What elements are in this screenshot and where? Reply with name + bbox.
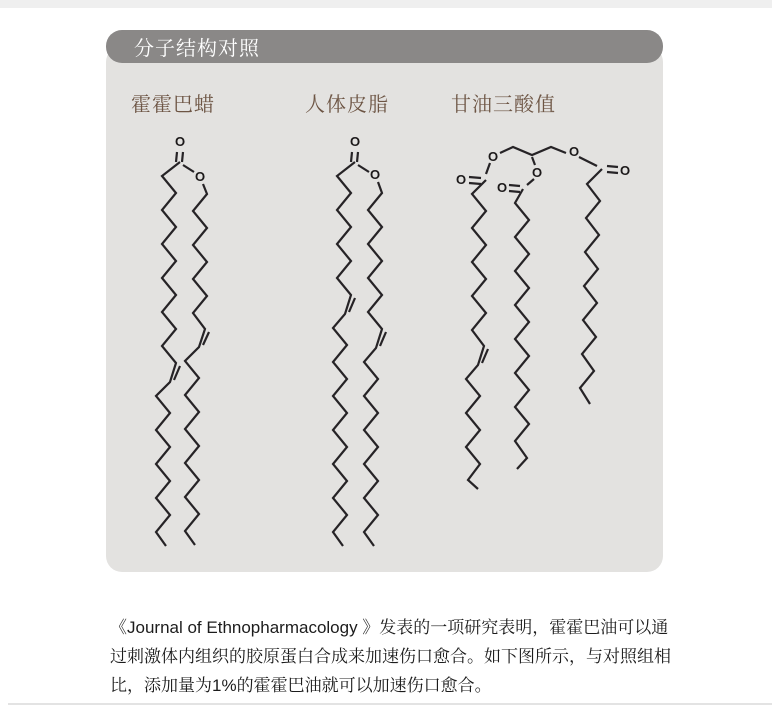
carbonyl-double-bond (509, 191, 520, 192)
oxygen-atom-label: O (619, 163, 631, 178)
label-triglyceride: 甘油三酸值 (451, 94, 556, 116)
oxygen-atom-label: O (194, 169, 206, 184)
carbonyl-double-bond (607, 166, 618, 167)
carbonyl-double-bond (469, 177, 481, 178)
oxygen-atom-label: O (531, 165, 543, 180)
carbonyl-double-bond (351, 152, 352, 162)
ester-bond (486, 163, 490, 174)
molecule-triglyceride (456, 144, 630, 489)
molecule-jojoba-wax (156, 134, 209, 546)
label-jojoba-wax: 霍霍巴蜡 (131, 94, 215, 116)
oxygen-atom-label: O (455, 172, 467, 187)
carbon-chain (515, 189, 529, 469)
oxygen-atom-label: O (496, 180, 508, 195)
ester-bond (358, 165, 369, 172)
oxygen-atom-label: O (487, 149, 499, 164)
ester-bond (527, 179, 534, 185)
carbon-chain (466, 180, 486, 489)
oxygen-atom-label: O (174, 134, 186, 149)
carbon-chain (185, 184, 207, 545)
oxygen-atom-label: O (349, 134, 361, 149)
molecule-human-sebum (333, 134, 386, 546)
carbon-chain (364, 182, 382, 546)
carbon-chain (156, 162, 180, 546)
paragraph-line: 《Journal of Ethnopharmacology 》发表的一项研究表明，霍霍巴油可以通 (110, 618, 669, 637)
diagram-header-bar (106, 30, 663, 63)
carbonyl-double-bond (509, 185, 520, 186)
diagram-title: 分子结构对照 (134, 38, 260, 60)
oxygen-atom-label: O (369, 167, 381, 182)
ester-bond (532, 157, 535, 165)
top-edge-strip (0, 0, 772, 8)
article-paragraph (110, 613, 716, 700)
carbon-chain (580, 169, 602, 404)
carbonyl-double-bond (176, 152, 177, 162)
label-human-sebum: 人体皮脂 (305, 94, 389, 116)
molecular-structure-diagram (108, 62, 663, 572)
ester-bond (579, 157, 597, 166)
oxygen-atom-label: O (568, 144, 580, 159)
carbon-chain (333, 162, 355, 546)
carbonyl-double-bond (607, 172, 618, 173)
carbonyl-double-bond (182, 152, 183, 162)
glycerol-backbone (500, 147, 566, 155)
paragraph-line: 比，添加量为1%的霍霍巴油就可以加速伤口愈合。 (110, 676, 492, 695)
carbonyl-double-bond (357, 152, 358, 162)
ester-bond (183, 165, 194, 172)
paragraph-line: 过刺激体内组织的胶原蛋白合成来加速伤口愈合。如下图所示，与对照组相 (110, 647, 671, 666)
carbonyl-double-bond (469, 183, 481, 184)
